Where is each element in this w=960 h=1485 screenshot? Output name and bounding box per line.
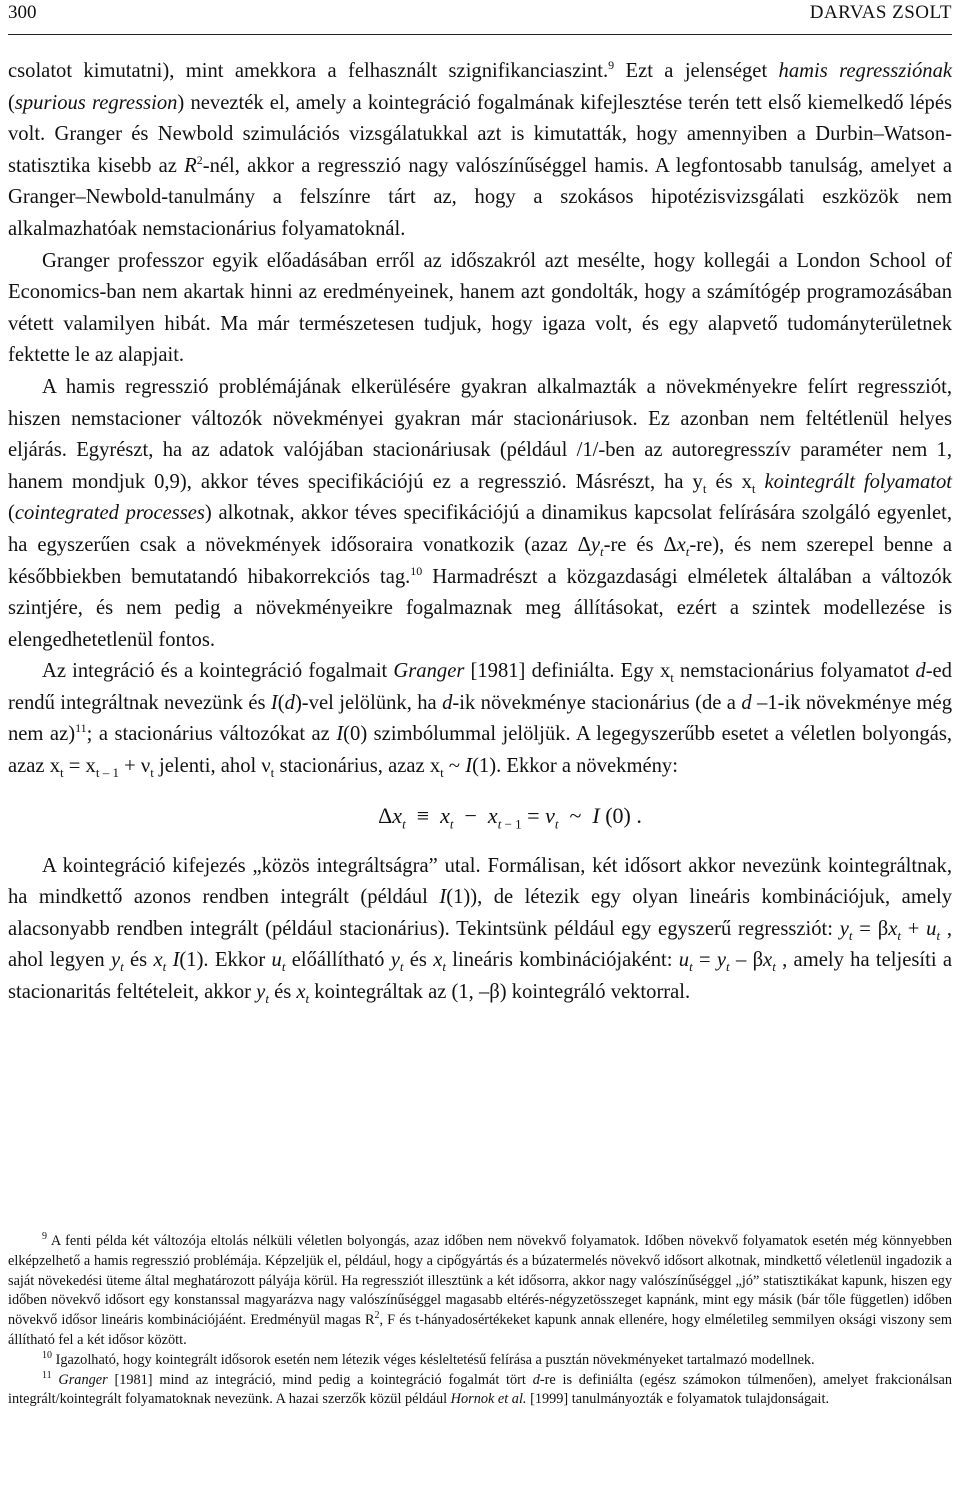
paragraph: Granger professzor egyik előadásában erről az időszakról azt mesélte, hogy kollegái a London School of Economics-ban nem akartak hinni az eredményeinek, hanem azt gondolták, hogy a számítógép programozásában vétett valamilyen hibát. Ma már természetesen tudjuk, hogy igaza volt, és egy alapvető tudományterületnek fektette le az alapjait. [8,249,952,367]
footnote-11 [8,1371,952,1411]
page-number: 300 [8,2,37,23]
equation: $\Delta x_t \equiv x_t - x_{t - 1} = v_t$ ~ I (0) . [378,802,642,832]
paragraph: Az integráció és a kointegráció fogalmait Granger [1981] definiálta. Egy $x_t$ nemstacionárius folyamatot d-ed rendű integráltnak nevezünk és I(d)-vel jelölünk, ha d-ik növekménye stacionárius (de a d –1-ik növekménye még nem az)$^{11}$; a stacionárius változókat az I(0) szimbólummal jelöljük. A legegyszerűbb esetet a véletlen bolyongás, azaz $x_t = x_{t - 1} + \nu_t$ jelenti, ahol $\nu_t$ stacionárius, azaz $x_t$ ~ I(1). Ekkor a növekmény: [8,660,953,781]
page-header [8,0,952,35]
citation-author: Granger [58,1371,108,1388]
superscript: 2 [374,1310,380,1322]
footnote-text: [1981] mind az integráció, mind pedig a kointegráció fogalmát tört [114,1371,526,1388]
footnote-marker: 9 [42,1231,47,1243]
footnote-marker: 10 [42,1350,52,1362]
footnote-9 [8,1232,952,1351]
citation-author: Hornok et al. [450,1391,527,1408]
footnote-marker: 11 [42,1369,52,1381]
footnotes [8,1232,952,1410]
footnote-text: A fenti példa két változója eltolás nélküli véletlen bolyongás, azaz időben nem növekvő folyamatok. Időben növekvő folyamatok esetén még könnyebben elképzelhető a hamis regresszió problémája. Képzeljük el, például, hogy a cipőgyártás és a búzatermelés növekvő idősort alkotnak, mindkettő véletlenül ingadozik a saját növekedési üteme által meghatározott pályája körül. Ha regressziót illesztünk a két idősorra, akkor nagy valószínűséggel „jó” statisztikákat kapunk, hiszen egy időben növekvő idősort egy konstanssal magyarázva nagy valószínűséggel magasabb eltérés-négyzetösszeget kapnánk, mint egy másik (bár tőle független) időben növekvő idősor lineáris kombinációjáént. Eredményül magas R [8,1233,952,1329]
footnote-text: -re is definiálta (egész számokon túlmenően), amelyet frakcionálsan integrált/kointegrált folyamatoknak nevezünk. A hazai szerzők közül például [8,1371,953,1408]
footnote-10 [8,1351,952,1371]
running-head: DARVAS ZSOLT [809,2,952,23]
paragraph: A kointegráció kifejezés „közös integráltságra” utal. Formálisan, két idősort akkor nevezünk kointegráltnak, ha mindkettő azonos rendben integrált (például I(1)), de létezik egy olyan lineáris kombinációjuk, amely alacsonyabb rendben integrált (például stacionárius). Tekintsünk például egy egyszerű regressziót: $y_t = \beta x_t + u_t$ , ahol legyen $y_t$ és $x_t$ I(1). Ekkor $u_t$ előállítható $y_t$ és $x_t$ lineáris kombinációjaként: $u_t = y_t - \beta x_t$ , amely ha teljesíti a stacionaritás feltételeit, akkor $y_t$ és $x_t$ kointegráltak az (1, –β) kointegráló vektorral. [8,854,952,1007]
footnote-text: [1999] tanulmányozták e folyamatok tulajdonságait. [530,1391,830,1408]
footnote-text: , F és t-hányadosértékeket kapunk annak ellenére, hogy elméletileg semmilyen oksági viszony sem állítható fel a két idősor között. [8,1312,952,1348]
paragraph: csolatot kimutatni), mint amekkora a felhasznált szignifikanciaszint.$^9$ Ezt a jelenséget hamis regressziónak (spurious regression) nevezték el, amely a kointegráció fogalmának kifejlesztése terén tett első kiemelkedő lépés volt. Granger és Newbold szimulációs vizsgálatukkal azt is kimutatták, hogy amennyiben a Durbin–Watson-statisztika kisebb az $R^2$-nél, akkor a regresszió nagy valószínűséggel hamis. A legfontosabb tanulság, amelyet a Granger–Newbold-tanulmány a felszínre tárt az, hogy a szokásos hipotézisvizsgálati eszközök nem alkalmazhatóak nemstacionárius folyamatoknál. [8,58,953,240]
footnote-text: Igazolható, hogy kointegrált idősorok esetén nem létezik véges késleltetésű felírása a pusztán növekményeket tartalmazó modellnek. [55,1351,815,1368]
paragraph: A hamis regresszió problémájának elkerülésére gyakran alkalmazták a növekményekre felírt regressziót, hiszen nemstacioner változók növekményei gyakran már stacionáriusok. Ez azonban nem feltétlenül helyes eljárás. Egyrészt, ha az adatok valójában stacionáriusak (például /1/-ben az autoregresszív paraméter nem 1, hanem mondjuk 0,9), akkor téves specifikációjú ez a regresszió. Másrészt, ha $y_t$ és $x_t$ kointegrált folyamatot (cointegrated processes) alkotnak, akkor téves specifikációjú a dinamikus kapcsolat felírására szolgáló egyenlet, ha egyszerűen csak a növekmények idősoraira vonatkozik (azaz $\Delta y_t-re$ és $\Delta x_t-re$), és nem szerepel benne a későbbiekben bemutatandó hibakorrekciós tag.$^{10}$ Harmadrészt a közgazdasági elméletek általában a változók szintjére, és nem pedig a növekményeikre fogalmaznak meg állításokat, ezért a szintek modellezése is elengedhetetlenül fontos. [8,375,953,651]
body-text [8,56,952,1009]
math-symbol: d [532,1371,540,1388]
